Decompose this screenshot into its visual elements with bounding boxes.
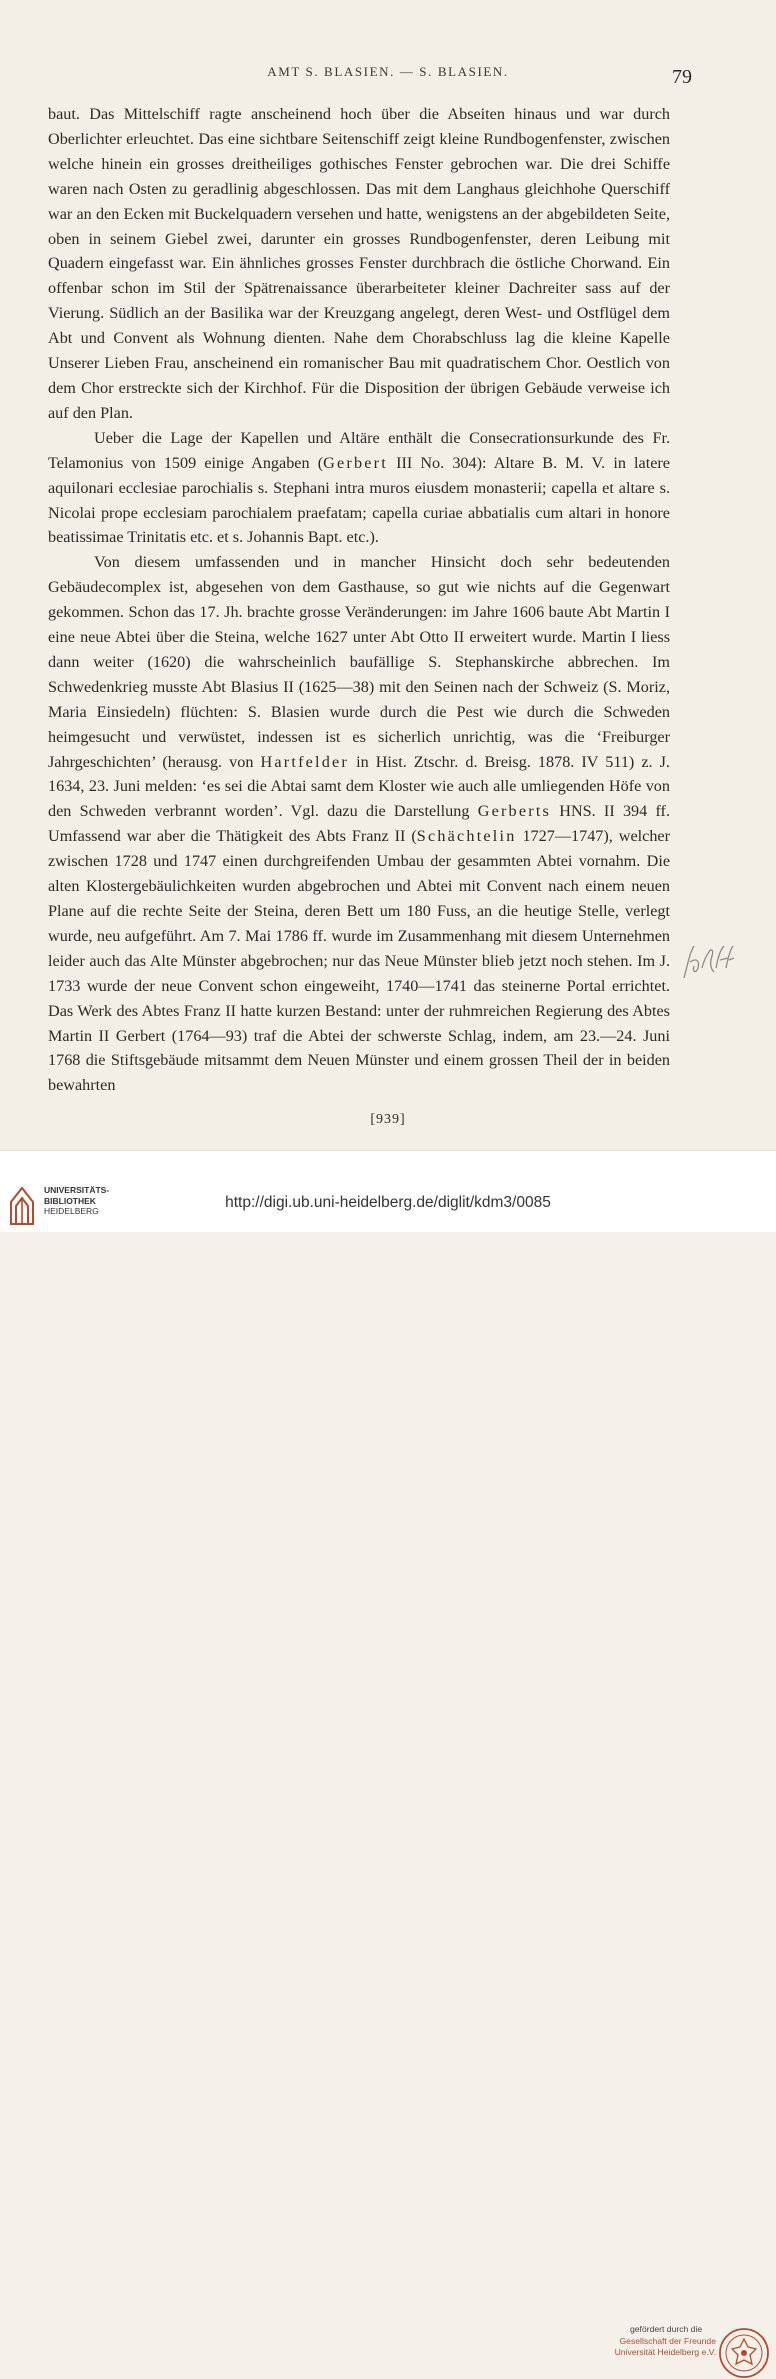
footer-page-reference: [939] (370, 1112, 406, 1127)
text-segment: HNS. II 394 ff. Umfassend war aber die Thätigkeit des Abts Franz II ( (48, 802, 670, 846)
text-segment: in Hist. Ztschr. d. Breisg. 1878. IV 511) z. J. 1634, 23. Juni melden: ‘es sei die Abtai samt dem Kloster wie auch alle umliegenden Höfe von den Schweden verbrannt worden’. Vgl. dazu die Darstellung (48, 752, 670, 821)
spaced-name: Gerbert (323, 453, 388, 472)
paragraph-2 (48, 426, 670, 551)
spaced-name: Schächtelin (416, 827, 517, 846)
body-text (48, 102, 670, 1098)
spaced-name: Hartfelder (260, 752, 350, 771)
text-segment: Von diesem umfassenden und in mancher Hinsicht doch sehr bedeutenden Gebäudecomplex ist, abgesehen von dem Gasthause, so gut wie nichts auf die Gegenwart gekommen. Schon das 17. Jh. brachte grosse Veränderungen: im Jahre 1606 baute Abt Martin I eine neue Abtei über die Steina, welche 1627 unter Abt Otto II erweitert wurde. Martin I liess dann weiter (1620) die wahrscheinlich baufällige S. Stephanskirche abbrechen. Im Schwedenkrieg musste Abt Blasius II (1625—38) mit den Seinen nach der Schweiz (S. Moriz, Maria Einsiedeln) flüchten: S. Blasien wurde durch die Pest wie durch die Schweden heimgesucht und verwüstet, indessen ist es sicherlich unrichtig, was die ‘Freiburger Jahrgeschichten’ (herausg. von (48, 553, 670, 771)
text-segment: baut. Das Mittelschiff ragte anscheinend hoch über die Abseiten hinaus und war durch Oberlichter erleuchtet. Das eine sichtbare Seitenschiff zeigt kleine Rundbogenfenster, zwischen welche hinein ein grosses dreitheiliges gothisches Fenster gebrochen war. Die drei Schiffe waren nach Osten zu geradlinig abgeschlossen. Das mit dem Langhaus gleichhohe Querschiff war an den Ecken mit Buckelquadern versehen und hatte, wenigstens an der abgebildeten Seite, oben in seinem Giebel zwei, darunter ein grosses Rundbogenfenster, deren Leibung mit Quadern eingefasst war. Ein ähnliches grosses Fenster durchbrach die östliche Chorwand. Ein offenbar schon im Stil der Spätrenaissance überarbeiteter kleiner Dachreiter sass auf der Vierung. Südlich an der Basilika war der Kreuzgang angelegt, deren West- und Ostflügel dem Abt und Convent als Wohnung dienten. Nahe dem Chorabschluss lag die kleine Kapelle Unserer Lieben Frau, anscheinend ein romanischer Bau mit quadratischem Chor. Oestlich von dem Chor erstreckte sich der Kirchhof. Für die Disposition der übrigen Gebäude verweise ich auf den Plan. (48, 105, 670, 422)
library-name-line-3: HEIDELBERG (44, 1206, 99, 1216)
university-seal-icon[interactable] (718, 2327, 770, 2379)
funder-name-line-2[interactable]: Universität Heidelberg e.V. (614, 2347, 716, 2358)
text-segment: 1727—1747), welcher zwischen 1728 und 1747 einen durchgreifenden Umbau der gesammten Abtei vornahm. Die alten Klostergebäulichkeiten wurden abgebrochen und Abtei mit Convent nach einem neuen Plane auf die rechte Seite der Steina, deren Bett um 180 Fuss, an die heutige Stelle, verlegt wurde, neu aufgeführt. Am 7. Mai 1786 ff. wurde im Zusammenhang mit diesem Unternehmen leider auch das Alte Münster abgebrochen; nur das Neue Münster blieb jetzt noch stehen. Im J. 1733 wurde der neue Convent schon eingeweiht, 1740—1741 das steinerne Portal errichtet. Das Werk des Abtes Franz II hatte kurzen Bestand: unter der ruhmreichen Regierung des Abtes Martin II Gerbert (1764—93) traf die Abtei der schwerste Schlag, indem, am 23.—24. Juni 1768 die Stiftsgebäude mitsammt dem Neuen Münster und einem grossen Theil der in beiden bewahrten (48, 827, 670, 1095)
library-name-line-1: UNIVERSITÄTS- (44, 1185, 110, 1195)
funded-by-label: gefördert durch die (630, 2324, 703, 2334)
funding-note (600, 2324, 716, 2359)
funder-name-line-1[interactable]: Gesellschaft der Freunde (619, 2335, 716, 2346)
handwritten-margin-note (676, 938, 736, 988)
paragraph-1 (48, 102, 670, 426)
page-number: 79 (672, 66, 692, 88)
text-segment: Ueber die Lage der Kapellen und Altäre enthält die Consecrationsurkunde des Fr. Telamonius von 1509 einige Angaben ( (48, 428, 670, 472)
spaced-name: Gerberts (477, 802, 552, 821)
scanned-page (0, 0, 776, 1150)
running-head: AMT S. BLASIEN. — S. BLASIEN. (267, 64, 509, 79)
digital-copy-url-link[interactable]: http://digi.ub.uni-heidelberg.de/diglit/kdm3/0085 (225, 1194, 551, 1211)
library-name-line-2: BIBLIOTHEK (44, 1195, 96, 1206)
library-footer-bar (0, 1150, 776, 2358)
text-segment: III No. 304): Altare B. M. V. in latere aquilonari ecclesiae parochialis s. Stephani intra muros eiusdem monasterii; capella et altare s. Nicolai prope ecclesiam parochialem praefatam; capella curiae abbatialis cum altari in honore beatissimae Trinitatis etc. et s. Johannis Bapt. etc.). (48, 453, 670, 547)
paragraph-3 (48, 550, 670, 1098)
